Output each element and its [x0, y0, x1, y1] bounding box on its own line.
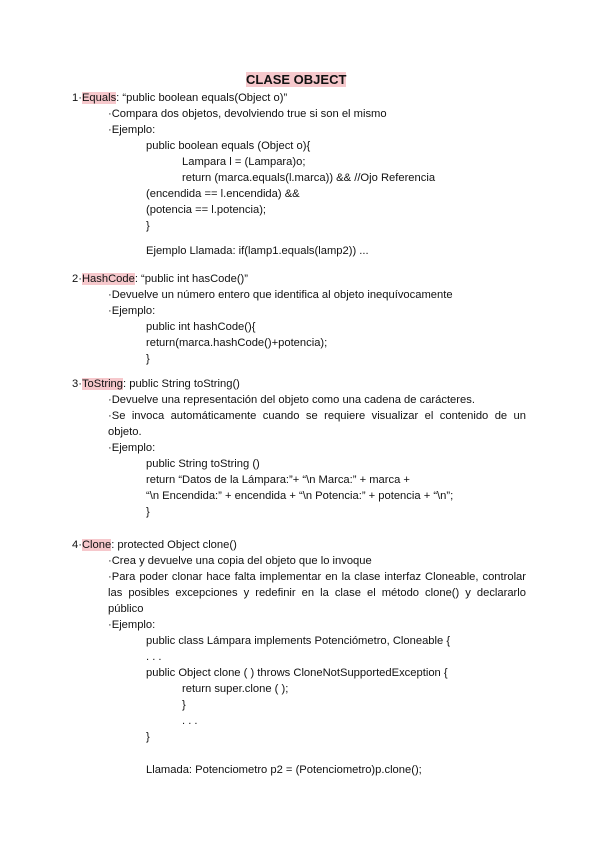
code-line: public boolean equals (Object o){ [146, 140, 311, 152]
section-clone-heading: 4·Clone: protected Object clone() [72, 539, 237, 551]
section-tostring-desc2: ·Se invoca automáticamente cuando se requiere visualizar el contenido de un objeto. [108, 410, 526, 438]
section-equals-desc: ·Compara dos objetos, devolviendo true si son el mismo [108, 108, 387, 120]
section-equals-example-label: ·Ejemplo: [108, 124, 156, 136]
section-hashcode-heading: 2·HashCode: “public int hasCode()” [72, 273, 248, 285]
code-line: } [146, 353, 150, 365]
code-line: . . . [146, 651, 162, 663]
code-line: return super.clone ( ); [182, 683, 289, 695]
code-line: } [146, 731, 150, 743]
code-line: public int hashCode(){ [146, 321, 256, 333]
page-title: CLASE OBJECT [246, 72, 347, 87]
code-line: return “Datos de la Lámpara:”+ “\n Marca:” + marca + [146, 474, 410, 486]
section-name: HashCode [81, 273, 135, 285]
section-clone-desc2: ·Para poder clonar hace falta implementar en la clase interfaz Cloneable, controlar las posibles excepciones y redefinir en la clase el método clone() y declararlo público [108, 571, 526, 615]
section-tostring-example-label: ·Ejemplo: [108, 442, 156, 454]
section-clone-call: Llamada: Potenciometro p2 = (Potenciometro)p.clone(); [146, 764, 422, 776]
section-hashcode-desc: ·Devuelve un número entero que identifica al objeto inequívocamente [108, 289, 453, 301]
section-equals-call: Ejemplo Llamada: if(lamp1.equals(lamp2)) ... [146, 245, 369, 257]
code-line: Lampara l = (Lampara)o; [182, 156, 306, 168]
code-line: return (marca.equals(l.marca)) && //Ojo Referencia [182, 172, 436, 184]
section-equals-heading: 1·Equals: “public boolean equals(Object o)” [72, 92, 288, 104]
code-line: public class Lámpara implements Potenciómetro, Cloneable { [146, 635, 451, 647]
section-name: Equals [81, 92, 117, 104]
section-tostring-desc: ·Devuelve una representación del objeto como una cadena de carácteres. [108, 394, 475, 406]
code-line: return(marca.hashCode()+potencia); [146, 337, 328, 349]
code-line: public String toString () [146, 458, 260, 470]
section-clone-example-label: ·Ejemplo: [108, 619, 156, 631]
code-line: public Object clone ( ) throws CloneNotSupportedException { [146, 667, 448, 679]
code-line: “\n Encendida:” + encendida + “\n Potencia:” + potencia + “\n”; [146, 490, 454, 502]
code-line: (potencia == l.potencia); [146, 204, 267, 216]
code-line: } [146, 506, 150, 518]
section-hashcode-example-label: ·Ejemplo: [108, 305, 156, 317]
code-line: . . . [182, 715, 198, 727]
section-name: Clone [81, 539, 112, 551]
section-name: ToString [81, 378, 123, 390]
section-clone-desc: ·Crea y devuelve una copia del objeto que lo invoque [108, 555, 372, 567]
code-line: (encendida == l.encendida) && [146, 188, 300, 200]
code-line: } [182, 699, 186, 711]
code-line: } [146, 220, 150, 232]
section-tostring-heading: 3·ToString: public String toString() [72, 378, 240, 390]
